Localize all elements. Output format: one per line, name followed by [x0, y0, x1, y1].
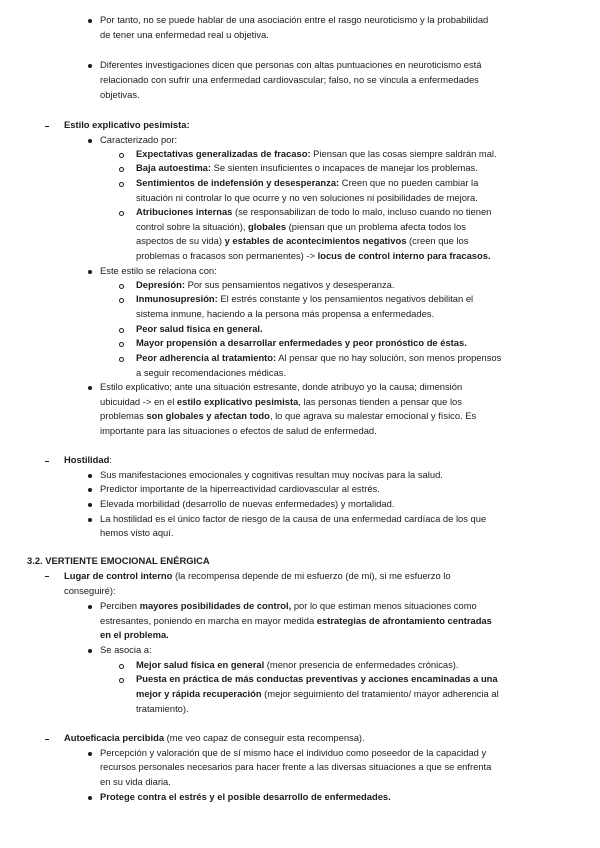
s3-line1: Sentimientos de indefensión y desesperanza: Creen que no pueden cambiar la: [136, 177, 479, 188]
protege-line: Protege contra el estrés y el posible desarrollo de enfermedades.: [100, 791, 391, 802]
lugar-line2: conseguiré):: [64, 585, 116, 596]
r2-line1: Inmunosupresión: El estrés constante y los pensamientos negativos debilitan el: [136, 293, 474, 304]
section-heading: 3.2. VERTIENTE EMOCIONAL ENÉRGICA: [27, 555, 210, 566]
hostilidad-b2: Predictor importante de la hiperreactividad cardiovascular al estrés.: [100, 483, 380, 494]
bullet-dot: [88, 518, 92, 522]
hostilidad-b3: Elevada morbilidad (desarrollo de nuevas enfermedades) y mortalidad.: [100, 498, 395, 509]
intro-b1-line1: Por tanto, no se puede hablar de una asociación entre el rasgo neuroticismo y la probabilidad: [100, 14, 489, 25]
percepcion-line3: en su vida diaria.: [100, 776, 171, 787]
hostilidad-b1: Sus manifestaciones emocionales y cognitivas resultan muy nocivas para la salud.: [100, 469, 443, 480]
intro-b1-line2: de tener una enfermedad real u objetiva.: [100, 29, 269, 40]
intro-b2-line3: objetivas.: [100, 89, 140, 100]
bullet-dot: [88, 474, 92, 478]
bullet-dot: [88, 605, 92, 609]
asocia-label: Se asocia a:: [100, 644, 152, 655]
sub-bullet: [119, 153, 124, 158]
estilo-line1: Estilo explicativo; ante una situación estresante, donde atribuyo yo la causa; dimensión: [100, 381, 463, 392]
bullet-dot: [88, 64, 92, 68]
s2-line: Baja autoestima: Se sienten insuficientes o incapaces de manejar los problemas.: [136, 162, 478, 173]
hostilidad-heading: Hostilidad:: [64, 454, 112, 465]
s1-line: Expectativas generalizadas de fracaso: Piensan que las cosas siempre saldrán mal.: [136, 148, 497, 159]
estilo-line3: problemas son globales y afectan todo, lo que agrava su malestar emocional y físico. Es: [100, 410, 477, 421]
bullet-dot: [88, 488, 92, 492]
sub-bullet: [119, 284, 124, 289]
perciben-line1: Perciben mayores posibilidades de control, por lo que estiman menos situaciones como: [100, 600, 477, 611]
intro-b2-line2: relacionado con sufrir una enfermedad cardiovascular; falso, no se vincula a enfermedades: [100, 74, 479, 85]
s4-line4: problemas o fracasos son permanentes) -> locus de control interno para fracasos.: [136, 250, 491, 261]
bullet-dot: [88, 503, 92, 507]
relaciona-label: Este estilo se relaciona con:: [100, 265, 217, 276]
dash-marker: [45, 739, 49, 740]
a2-line3: tratamiento).: [136, 703, 189, 714]
bullet-dot: [88, 386, 92, 390]
dash-marker: [45, 461, 49, 462]
r2-line2: sistema inmune, haciendo a la persona más propensa a enfermedades.: [136, 308, 435, 319]
intro-b2-line1: Diferentes investigaciones dicen que personas con altas puntuaciones en neuroticismo está: [100, 59, 482, 70]
percepcion-line1: Percepción y valoración que de sí mismo hace el individuo como poseedor de la capacidad y: [100, 747, 487, 758]
sub-bullet: [119, 182, 124, 187]
r5-line1: Peor adherencia al tratamiento: Al pensar que no hay solución, son menos propensos: [136, 352, 502, 363]
sub-bullet: [119, 298, 124, 303]
a2-line1: Puesta en práctica de más conductas preventivas y acciones encaminadas a una: [136, 673, 498, 684]
r4-line: Mayor propensión a desarrollar enfermedades y peor pronóstico de éstas.: [136, 337, 467, 348]
bullet-dot: [88, 649, 92, 653]
dash-marker: [45, 126, 49, 127]
r1-line: Depresión: Por sus pensamientos negativos y desesperanza.: [136, 279, 395, 290]
r3-line: Peor salud física en general.: [136, 323, 263, 334]
caracterizado-label: Caracterizado por:: [100, 134, 178, 145]
sub-bullet: [119, 167, 124, 172]
perciben-line2: estresantes, poniendo en marcha en mayor medida estrategias de afrontamiento centradas: [100, 615, 492, 626]
sub-bullet: [119, 211, 124, 216]
autoeficacia-line: Autoeficacia percibida (me veo capaz de conseguir esta recompensa).: [64, 732, 365, 743]
a1-line: Mejor salud física en general (menor presencia de enfermedades crónicas).: [136, 659, 459, 670]
s4-line3: aspectos de su vida) y estables de acontecimientos negativos (creen que los: [136, 235, 469, 246]
sub-bullet: [119, 678, 124, 683]
a2-line2: mejor y rápida recuperación (mejor seguimiento del tratamiento/ mayor adherencia al: [136, 688, 499, 699]
percepcion-line2: recursos personales necesarios para hacer frente a las diversas situaciones a que se enfrenta: [100, 761, 492, 772]
sub-bullet: [119, 342, 124, 347]
lugar-line1: Lugar de control interno (la recompensa depende de mi esfuerzo (de mi), si me esfuerzo lo: [64, 570, 451, 581]
bullet-dot: [88, 796, 92, 800]
hostilidad-b4-line2: hemos visto aquí.: [100, 527, 174, 538]
bullet-dot: [88, 270, 92, 274]
sub-bullet: [119, 664, 124, 669]
s4-line2: control sobre la situación), globales (piensan que un problema afecta todos los: [136, 221, 466, 232]
pesimista-heading: Estilo explicativo pesimista:: [64, 119, 190, 130]
bullet-dot: [88, 139, 92, 143]
sub-bullet: [119, 357, 124, 362]
s4-line1: Atribuciones internas (se responsabilizan de todo lo malo, incluso cuando no tienen: [136, 206, 492, 217]
estilo-line2: ubicuidad -> en el estilo explicativo pesimista, las personas tienden a pensar que los: [100, 396, 462, 407]
sub-bullet: [119, 328, 124, 333]
bullet-dot: [88, 752, 92, 756]
s3-line2: situación ni controlar lo que ocurre y no ven soluciones ni posibilidades de mejora.: [136, 192, 478, 203]
hostilidad-b4-line1: La hostilidad es el único factor de riesgo de la causa de una enfermedad cardíaca de los que: [100, 513, 487, 524]
r5-line2: a seguir recomendaciones médicas.: [136, 367, 287, 378]
estilo-line4: importante para las situaciones o efectos de salud de enfermedad.: [100, 425, 377, 436]
bullet-dot: [88, 19, 92, 23]
dash-marker: [45, 576, 49, 577]
perciben-line3: en el problema.: [100, 629, 169, 640]
